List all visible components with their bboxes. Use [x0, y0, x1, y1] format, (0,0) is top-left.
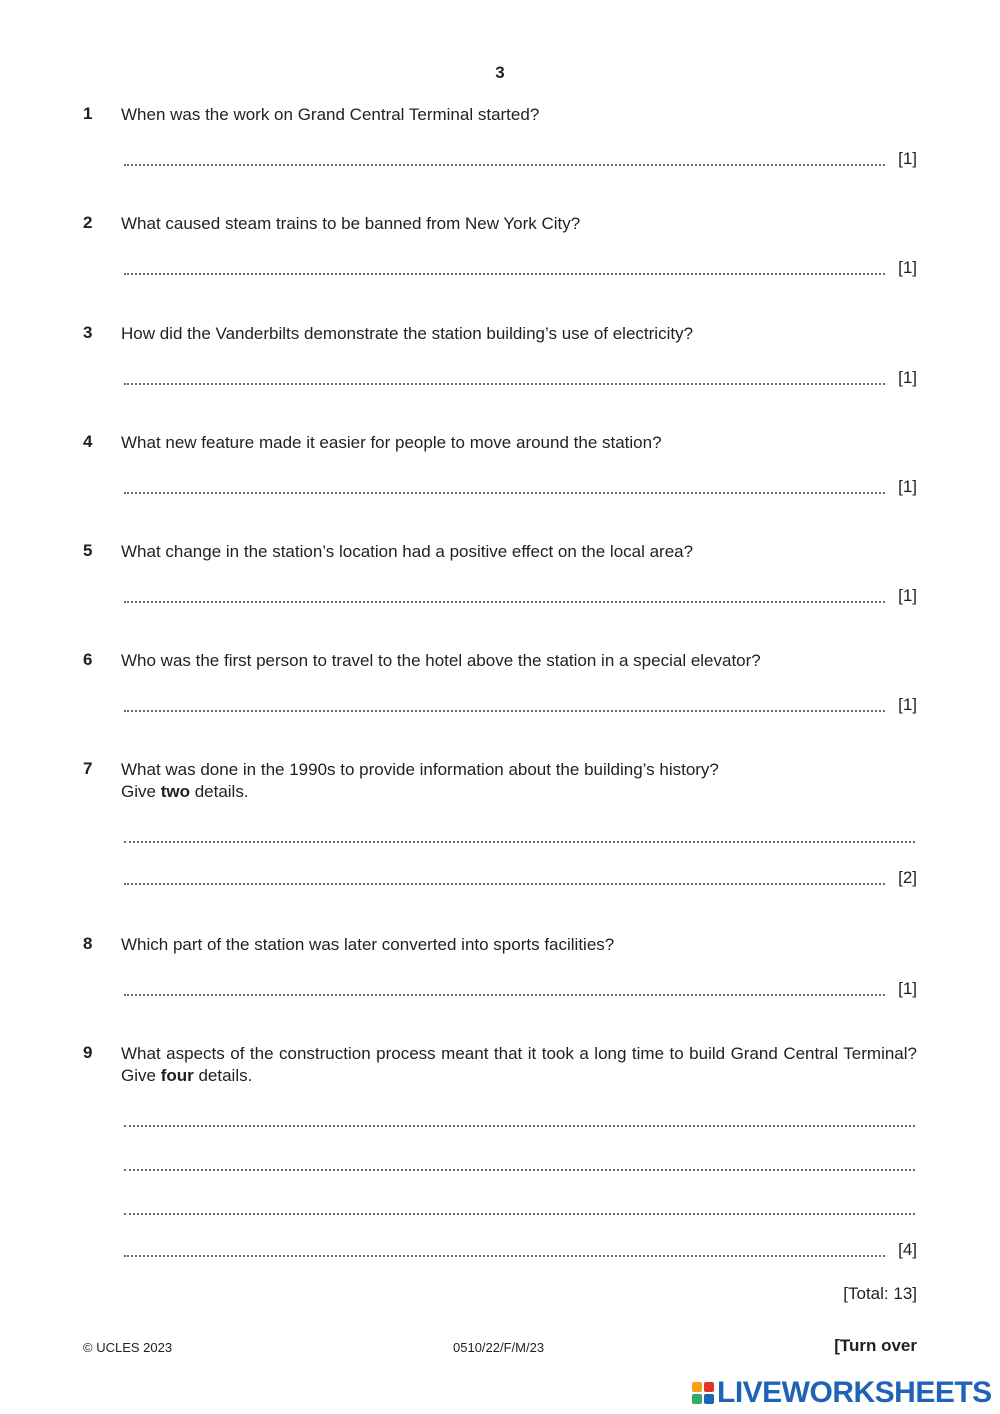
question-8 [83, 934, 917, 1000]
question-number: 1 [83, 104, 93, 123]
mark-allocation: [4] [898, 1240, 917, 1259]
turn-over: [Turn over [834, 1336, 917, 1355]
question-3 [83, 323, 917, 389]
question-2 [83, 213, 917, 279]
answer-line[interactable] [124, 825, 917, 847]
liveworksheets-logo-icon [692, 1382, 714, 1404]
question-number: 9 [83, 1043, 93, 1062]
question-text-line1: What was done in the 1990s to provide information about the building’s history? [121, 760, 719, 779]
total-marks: [Total: 13] [843, 1284, 917, 1303]
question-text-post: details. [189, 782, 249, 801]
question-text-pre: Give [121, 782, 161, 801]
question-7 [83, 759, 917, 889]
question-number: 6 [83, 650, 93, 669]
mark-allocation: [1] [898, 979, 917, 998]
question-text: What new feature made it easier for people to move around the station? [121, 433, 662, 452]
mark-allocation: [2] [898, 868, 917, 887]
question-4 [83, 432, 917, 498]
question-number: 3 [83, 323, 93, 342]
question-text [121, 759, 917, 803]
liveworksheets-logo-text: LIVEWORKSHEETS [717, 1376, 992, 1409]
answer-line[interactable] [124, 148, 917, 170]
question-text: What caused steam trains to be banned from New York City? [121, 214, 581, 233]
question-text-post: details. [193, 1066, 253, 1085]
answer-line[interactable] [124, 1153, 917, 1175]
question-number: 8 [83, 934, 93, 953]
question-text [121, 1043, 917, 1087]
question-text: How did the Vanderbilts demonstrate the station building’s use of electricity? [121, 324, 694, 343]
question-6 [83, 650, 917, 716]
question-text-main: What aspects of the construction process meant that it took a long time to build Grand Central Terminal? Give [121, 1044, 917, 1085]
mark-allocation: [1] [898, 695, 917, 714]
answer-line[interactable] [124, 978, 917, 1000]
mark-allocation: [1] [898, 368, 917, 387]
answer-line[interactable] [124, 1197, 917, 1219]
mark-allocation: [1] [898, 258, 917, 277]
answer-line[interactable] [124, 1239, 917, 1261]
answer-line[interactable] [124, 476, 917, 498]
question-number: 4 [83, 432, 93, 451]
question-5 [83, 541, 917, 607]
question-number: 2 [83, 213, 93, 232]
question-number: 5 [83, 541, 93, 560]
question-number: 7 [83, 759, 93, 778]
question-9 [83, 1043, 917, 1261]
answer-line[interactable] [124, 585, 917, 607]
question-text-emphasis: four [160, 1066, 194, 1085]
question-text: Who was the first person to travel to the hotel above the station in a special elevator? [121, 651, 761, 670]
page-number: 3 [495, 63, 505, 82]
mark-allocation: [1] [898, 477, 917, 496]
question-text: When was the work on Grand Central Terminal started? [121, 105, 540, 124]
answer-line[interactable] [124, 367, 917, 389]
answer-line[interactable] [124, 257, 917, 279]
question-text-emphasis: two [160, 782, 190, 801]
paper-code: 0510/22/F/M/23 [453, 1340, 545, 1355]
question-text: Which part of the station was later converted into sports facilities? [121, 935, 615, 954]
question-1 [83, 104, 917, 170]
answer-line[interactable] [124, 694, 917, 716]
mark-allocation: [1] [898, 586, 917, 605]
mark-allocation: [1] [898, 149, 917, 168]
liveworksheets-logo [692, 1376, 992, 1410]
answer-line[interactable] [124, 867, 917, 889]
copyright: © UCLES 2023 [83, 1340, 173, 1355]
answer-line[interactable] [124, 1109, 917, 1131]
question-text: What change in the station’s location had a positive effect on the local area? [121, 542, 694, 561]
